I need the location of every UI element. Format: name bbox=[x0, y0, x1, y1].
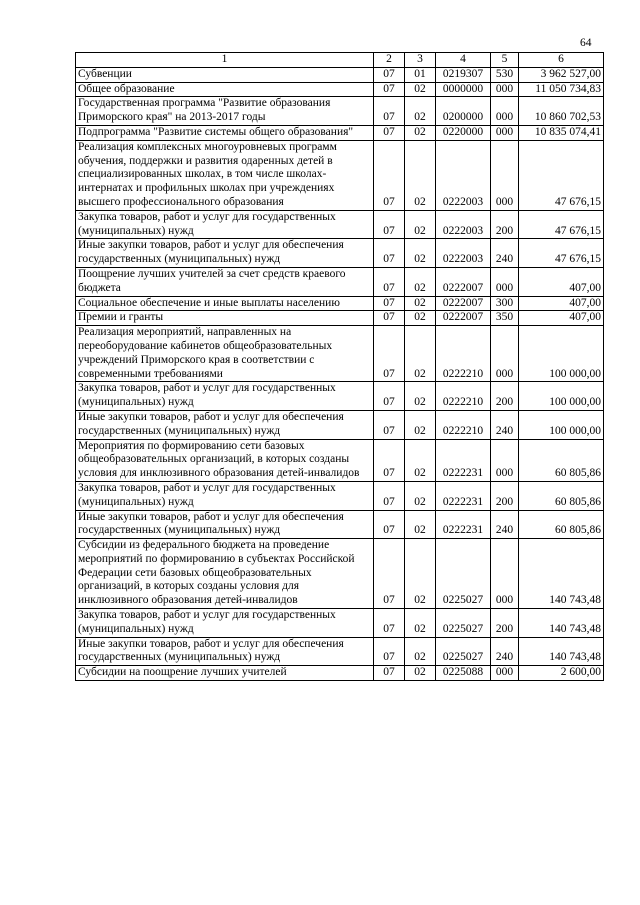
expense-type-cell: 240 bbox=[491, 410, 519, 439]
target-article-cell: 0222007 bbox=[436, 296, 491, 311]
header-cell: 4 bbox=[436, 53, 491, 68]
subsection-code-cell: 01 bbox=[405, 67, 436, 82]
subsection-code-cell: 02 bbox=[405, 326, 436, 382]
target-article-cell: 0222007 bbox=[436, 311, 491, 326]
target-article-cell: 0222231 bbox=[436, 481, 491, 510]
target-article-cell: 0000000 bbox=[436, 82, 491, 97]
section-code-cell: 07 bbox=[374, 666, 405, 681]
amount-cell: 407,00 bbox=[519, 267, 604, 296]
amount-cell: 100 000,00 bbox=[519, 410, 604, 439]
table-row bbox=[76, 296, 604, 311]
table-row bbox=[76, 82, 604, 97]
target-article-cell: 0225027 bbox=[436, 539, 491, 609]
header-cell: 3 bbox=[405, 53, 436, 68]
section-code-cell: 07 bbox=[374, 210, 405, 239]
expense-type-cell: 000 bbox=[491, 666, 519, 681]
subsection-code-cell: 02 bbox=[405, 439, 436, 481]
row-name-cell: Реализация мероприятий, направленных на переоборудование кабинетов общеобразовательных учреждений Приморского края в соответствии с современными требованиями bbox=[76, 326, 374, 382]
target-article-cell: 0222210 bbox=[436, 410, 491, 439]
table-row bbox=[76, 382, 604, 411]
target-article-cell: 0225088 bbox=[436, 666, 491, 681]
table-row bbox=[76, 97, 604, 126]
amount-cell: 47 676,15 bbox=[519, 210, 604, 239]
row-name-cell: Поощрение лучших учителей за счет средств краевого бюджета bbox=[76, 267, 374, 296]
expense-type-cell: 200 bbox=[491, 609, 519, 638]
section-code-cell: 07 bbox=[374, 267, 405, 296]
section-code-cell: 07 bbox=[374, 637, 405, 666]
table-row bbox=[76, 239, 604, 268]
expense-type-cell: 000 bbox=[491, 82, 519, 97]
subsection-code-cell: 02 bbox=[405, 311, 436, 326]
target-article-cell: 0220000 bbox=[436, 125, 491, 140]
row-name-cell: Закупка товаров, работ и услуг для государственных (муниципальных) нужд bbox=[76, 382, 374, 411]
expense-type-cell: 240 bbox=[491, 637, 519, 666]
table-row bbox=[76, 140, 604, 210]
subsection-code-cell: 02 bbox=[405, 637, 436, 666]
amount-cell: 407,00 bbox=[519, 311, 604, 326]
target-article-cell: 0222007 bbox=[436, 267, 491, 296]
target-article-cell: 0219307 bbox=[436, 67, 491, 82]
amount-cell: 60 805,86 bbox=[519, 439, 604, 481]
page-number: 64 bbox=[580, 37, 592, 49]
expense-type-cell: 200 bbox=[491, 481, 519, 510]
amount-cell: 47 676,15 bbox=[519, 140, 604, 210]
subsection-code-cell: 02 bbox=[405, 140, 436, 210]
header-cell: 1 bbox=[76, 53, 374, 68]
section-code-cell: 07 bbox=[374, 510, 405, 539]
amount-cell: 60 805,86 bbox=[519, 481, 604, 510]
amount-cell: 3 962 527,00 bbox=[519, 67, 604, 82]
row-name-cell: Социальное обеспечение и иные выплаты населению bbox=[76, 296, 374, 311]
expense-type-cell: 350 bbox=[491, 311, 519, 326]
row-name-cell: Мероприятия по формированию сети базовых общеобразовательных организаций, в которых созданы условия для инклюзивного образования детей-инвалидов bbox=[76, 439, 374, 481]
table-row bbox=[76, 326, 604, 382]
row-name-cell: Закупка товаров, работ и услуг для государственных (муниципальных) нужд bbox=[76, 481, 374, 510]
table-row bbox=[76, 637, 604, 666]
table-row bbox=[76, 125, 604, 140]
section-code-cell: 07 bbox=[374, 125, 405, 140]
expense-type-cell: 200 bbox=[491, 382, 519, 411]
amount-cell: 10 860 702,53 bbox=[519, 97, 604, 126]
expense-type-cell: 000 bbox=[491, 267, 519, 296]
section-code-cell: 07 bbox=[374, 410, 405, 439]
header-cell: 6 bbox=[519, 53, 604, 68]
row-name-cell: Премии и гранты bbox=[76, 311, 374, 326]
subsection-code-cell: 02 bbox=[405, 666, 436, 681]
table-row bbox=[76, 267, 604, 296]
row-name-cell: Подпрограмма "Развитие системы общего образования" bbox=[76, 125, 374, 140]
amount-cell: 407,00 bbox=[519, 296, 604, 311]
target-article-cell: 0222210 bbox=[436, 326, 491, 382]
row-name-cell: Закупка товаров, работ и услуг для государственных (муниципальных) нужд bbox=[76, 210, 374, 239]
amount-cell: 140 743,48 bbox=[519, 637, 604, 666]
section-code-cell: 07 bbox=[374, 67, 405, 82]
table-header-row bbox=[76, 53, 604, 68]
section-code-cell: 07 bbox=[374, 609, 405, 638]
table-row bbox=[76, 510, 604, 539]
row-name-cell: Субсидии на поощрение лучших учителей bbox=[76, 666, 374, 681]
target-article-cell: 0222003 bbox=[436, 239, 491, 268]
subsection-code-cell: 02 bbox=[405, 539, 436, 609]
row-name-cell: Иные закупки товаров, работ и услуг для обеспечения государственных (муниципальных) нужд bbox=[76, 637, 374, 666]
table-row bbox=[76, 311, 604, 326]
section-code-cell: 07 bbox=[374, 481, 405, 510]
row-name-cell: Реализация комплексных многоуровневых программ обучения, поддержки и развития одаренных детей в специализированных школах, в том числе школах-интернатах и профильных школах при учреждениях высшего профессионального образования bbox=[76, 140, 374, 210]
table-row bbox=[76, 539, 604, 609]
expense-type-cell: 530 bbox=[491, 67, 519, 82]
table-row bbox=[76, 666, 604, 681]
subsection-code-cell: 02 bbox=[405, 125, 436, 140]
row-name-cell: Субвенции bbox=[76, 67, 374, 82]
amount-cell: 60 805,86 bbox=[519, 510, 604, 539]
row-name-cell: Иные закупки товаров, работ и услуг для обеспечения государственных (муниципальных) нужд bbox=[76, 410, 374, 439]
section-code-cell: 07 bbox=[374, 97, 405, 126]
row-name-cell: Субсидии из федерального бюджета на проведение мероприятий по формированию в субъектах Российской Федерации сети базовых общеобразовательных организаций, в которых созданы условия для инклюзивного образования детей-инвалидов bbox=[76, 539, 374, 609]
subsection-code-cell: 02 bbox=[405, 510, 436, 539]
table-row bbox=[76, 439, 604, 481]
row-name-cell: Иные закупки товаров, работ и услуг для обеспечения государственных (муниципальных) нужд bbox=[76, 510, 374, 539]
row-name-cell: Государственная программа "Развитие образования Приморского края" на 2013-2017 годы bbox=[76, 97, 374, 126]
expense-type-cell: 200 bbox=[491, 210, 519, 239]
expense-type-cell: 300 bbox=[491, 296, 519, 311]
subsection-code-cell: 02 bbox=[405, 267, 436, 296]
expense-type-cell: 000 bbox=[491, 140, 519, 210]
amount-cell: 100 000,00 bbox=[519, 326, 604, 382]
row-name-cell: Закупка товаров, работ и услуг для государственных (муниципальных) нужд bbox=[76, 609, 374, 638]
amount-cell: 2 600,00 bbox=[519, 666, 604, 681]
target-article-cell: 0222231 bbox=[436, 510, 491, 539]
table-row bbox=[76, 609, 604, 638]
amount-cell: 100 000,00 bbox=[519, 382, 604, 411]
header-cell: 5 bbox=[491, 53, 519, 68]
table-row bbox=[76, 67, 604, 82]
table-row bbox=[76, 410, 604, 439]
target-article-cell: 0222003 bbox=[436, 140, 491, 210]
target-article-cell: 0222210 bbox=[436, 382, 491, 411]
amount-cell: 140 743,48 bbox=[519, 539, 604, 609]
section-code-cell: 07 bbox=[374, 382, 405, 411]
budget-table bbox=[75, 52, 604, 681]
subsection-code-cell: 02 bbox=[405, 481, 436, 510]
section-code-cell: 07 bbox=[374, 539, 405, 609]
target-article-cell: 0225027 bbox=[436, 637, 491, 666]
amount-cell: 10 835 074,41 bbox=[519, 125, 604, 140]
section-code-cell: 07 bbox=[374, 326, 405, 382]
expense-type-cell: 000 bbox=[491, 97, 519, 126]
section-code-cell: 07 bbox=[374, 296, 405, 311]
expense-type-cell: 000 bbox=[491, 539, 519, 609]
subsection-code-cell: 02 bbox=[405, 296, 436, 311]
expense-type-cell: 000 bbox=[491, 125, 519, 140]
subsection-code-cell: 02 bbox=[405, 82, 436, 97]
subsection-code-cell: 02 bbox=[405, 239, 436, 268]
target-article-cell: 0225027 bbox=[436, 609, 491, 638]
section-code-cell: 07 bbox=[374, 439, 405, 481]
expense-type-cell: 000 bbox=[491, 439, 519, 481]
expense-type-cell: 240 bbox=[491, 510, 519, 539]
section-code-cell: 07 bbox=[374, 140, 405, 210]
header-cell: 2 bbox=[374, 53, 405, 68]
subsection-code-cell: 02 bbox=[405, 609, 436, 638]
table-row bbox=[76, 210, 604, 239]
target-article-cell: 0200000 bbox=[436, 97, 491, 126]
subsection-code-cell: 02 bbox=[405, 210, 436, 239]
subsection-code-cell: 02 bbox=[405, 97, 436, 126]
subsection-code-cell: 02 bbox=[405, 410, 436, 439]
expense-type-cell: 240 bbox=[491, 239, 519, 268]
section-code-cell: 07 bbox=[374, 82, 405, 97]
target-article-cell: 0222003 bbox=[436, 210, 491, 239]
section-code-cell: 07 bbox=[374, 311, 405, 326]
amount-cell: 11 050 734,83 bbox=[519, 82, 604, 97]
row-name-cell: Иные закупки товаров, работ и услуг для обеспечения государственных (муниципальных) нужд bbox=[76, 239, 374, 268]
amount-cell: 140 743,48 bbox=[519, 609, 604, 638]
table-row bbox=[76, 481, 604, 510]
subsection-code-cell: 02 bbox=[405, 382, 436, 411]
row-name-cell: Общее образование bbox=[76, 82, 374, 97]
expense-type-cell: 000 bbox=[491, 326, 519, 382]
target-article-cell: 0222231 bbox=[436, 439, 491, 481]
section-code-cell: 07 bbox=[374, 239, 405, 268]
amount-cell: 47 676,15 bbox=[519, 239, 604, 268]
